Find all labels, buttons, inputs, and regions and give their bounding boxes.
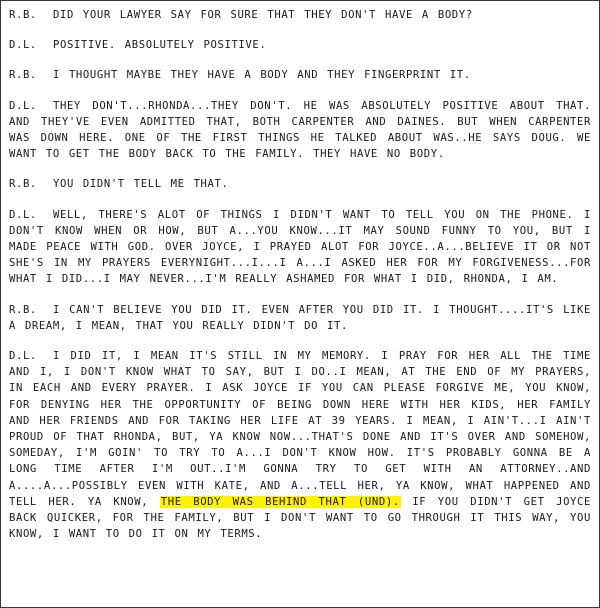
interview-transcript — [9, 7, 591, 542]
transcript-entry — [9, 348, 591, 542]
transcript-entry — [9, 176, 591, 192]
entry-text: POSITIVE. ABSOLUTELY POSITIVE. — [53, 39, 267, 52]
transcript-entry — [9, 207, 591, 288]
transcript-entry — [9, 67, 591, 83]
speaker-label: D.L. — [9, 350, 37, 363]
speaker-label: D.L. — [9, 208, 37, 221]
entry-text: THEY DON'T...RHONDA...THEY DON'T. HE WAS ABSOLUTELY POSITIVE ABOUT THAT. AND THEY'VE EVEN ADMITTED THAT, BOTH CARPENTER AND DAINES. BUT WHEN CARPENTER WAS DOWN HERE. ONE OF THE FIRST THINGS HE TALKED ABOUT WAS..HE SAYS DOUG. WE WANT TO GET THE BODY BACK TO THE FAMILY. THEY HAVE NO BODY. — [9, 99, 591, 161]
speaker-label: D.L. — [9, 39, 37, 52]
entry-text: I DID IT, I MEAN IT'S STILL IN MY MEMORY. I PRAY FOR HER ALL THE TIME AND I, I DON'T KNOW WHAT TO SAY, BUT I DO..I MEAN, AT THE END OF MY PRAYERS, IN EACH AND EVERY PRAYER. I ASK JOYCE IF YOU CAN PLEASE FORGIVE ME, YOU KNOW, FOR DENYING HER THE OPPORTUNITY OF BEING DOWN HERE WITH HER KIDS, HER FAMILY AND HER FRIENDS AND FOR TAKING HER LIFE AT 39 YEARS. I MEAN, I AIN'T...I AIN'T PROUD OF THAT RHONDA, BUT, YA KNOW NOW...THAT'S DONE AND IT'S OVER AND SOMEHOW, SOMEDAY, I'M GOIN' TO TRY TO A...I DON'T KNOW HOW. IT'S PROBABLY GONNA BE A LONG TIME AFTER I'M OUT..I'M GONNA TRY TO GET WITH AN ATTORNEY..AND A....A...POSSIBLY EVEN WITH KATE, AND A...TELL HER, YA KNOW, WHAT HAPPENED AND TELL HER. YA KNOW, — [9, 350, 591, 508]
entry-text: I CAN'T BELIEVE YOU DID IT. EVEN AFTER YOU DID IT. I THOUGHT....IT'S LIKE A DREAM, I MEAN, THAT YOU REALLY DIDN'T DO IT. — [9, 303, 591, 332]
entry-text-continued: IF YOU DIDN'T GET JOYCE BACK QUICKER, FOR THE FAMILY, BUT I DON'T WANT TO GO THROUGH IT THIS WAY, YOU KNOW, I WANT TO DO IT ON MY TERMS. — [9, 495, 591, 541]
entry-text: DID YOUR LAWYER SAY FOR SURE THAT THEY DON'T HAVE A BODY? — [53, 9, 473, 21]
speaker-label: R.B. — [9, 178, 37, 191]
speaker-label: D.L. — [9, 99, 37, 112]
speaker-label: R.B. — [9, 69, 37, 82]
transcript-entry — [9, 302, 591, 334]
speaker-label: R.B. — [9, 303, 37, 316]
transcript-entry — [9, 37, 591, 53]
entry-text: WELL, THERE'S ALOT OF THINGS I DIDN'T WANT TO TELL YOU ON THE PHONE. I DON'T KNOW WHEN OR HOW, BUT A...YOU KNOW...IT MAY SOUND FUNNY TO YOU, BUT I MADE PEACE WITH GOD. OVER JOYCE, I PRAYED ALOT FOR JOYCE..A...BELIEVE IT OR NOT SHE'S IN MY PRAYERS EVERYNIGHT...I...I A...I ASKED HER FOR MY FORGIVENESS...FOR WHAT I DID...I MAY NEVER...I'M REALLY ASHAMED FOR WHAT I DID, RHONDA, I AM. — [9, 208, 591, 286]
speaker-label: R.B. — [9, 9, 37, 21]
highlighted-text: THE BODY WAS BEHIND THAT (UND). — [160, 495, 400, 508]
entry-text: YOU DIDN'T TELL ME THAT. — [53, 178, 229, 191]
transcript-entry — [9, 98, 591, 163]
entry-text: I THOUGHT MAYBE THEY HAVE A BODY AND THEY FINGERPRINT IT. — [53, 69, 471, 82]
transcript-entry — [9, 7, 591, 23]
